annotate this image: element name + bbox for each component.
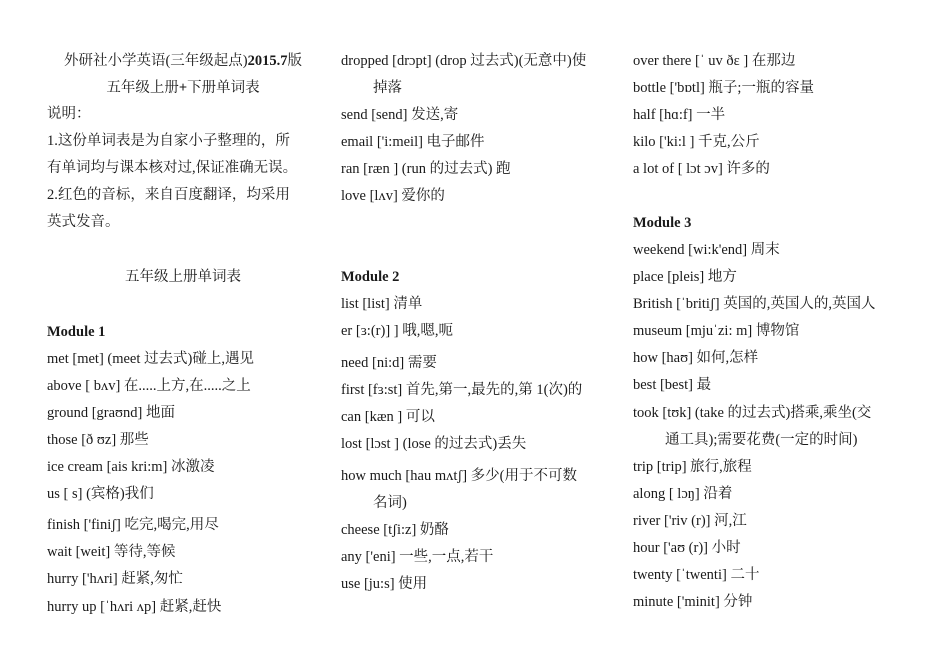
vocab-entry: list [list] 清单 xyxy=(341,296,423,312)
section-title: 五年级上册单词表 xyxy=(125,269,241,285)
vocab-entry: love [lʌv] 爱你的 xyxy=(341,188,445,204)
vocab-entry: hour ['aʊ (r)] 小时 xyxy=(633,540,741,556)
vocab-entry: send [send] 发送,寄 xyxy=(341,107,459,123)
vocab-entry-continuation: 通工具);需要花费(一定的时间) xyxy=(665,432,858,448)
document-subtitle: 五年级上册+下册单词表 xyxy=(106,80,260,96)
note-2-line-1: 2.红色的音标，来自百度翻译，均采用 xyxy=(47,187,290,203)
vocab-entry: dropped [drɔpt] (drop 过去式)(无意中)使 xyxy=(341,53,587,69)
vocab-entry: place [pleis] 地方 xyxy=(633,269,737,285)
vocab-entry: can [kæn ] 可以 xyxy=(341,409,435,425)
vocab-entry: museum [mjuˈzi: m] 博物馆 xyxy=(633,323,800,339)
vocab-entry: best [best] 最 xyxy=(633,377,712,393)
module-1-heading: Module 1 xyxy=(47,324,106,340)
vocab-entry: those [ð ʊz] 那些 xyxy=(47,432,149,448)
vocab-entry: need [ni:d] 需要 xyxy=(341,355,437,371)
vocab-entry: hurry up [ˈhʌri ʌp] 赶紧,赶快 xyxy=(47,599,222,615)
vocab-entry: over there [ˈ uv ðɛ ] 在那边 xyxy=(633,53,796,69)
vocab-entry: any ['eni] 一些,一点,若干 xyxy=(341,549,494,565)
vocab-entry: weekend [wi:k'end] 周末 xyxy=(633,242,780,258)
vocab-entry: how much [hau mʌtʃ] 多少(用于不可数 xyxy=(341,468,577,484)
vocab-entry: river ['riv (r)] 河,江 xyxy=(633,513,747,529)
vocab-entry: took [tʊk] (take 的过去式)搭乘,乘坐(交 xyxy=(633,405,872,421)
vocab-entry: first [fɜ:st] 首先,第一,最先的,第 1(次)的 xyxy=(341,382,583,398)
vocab-entry: twenty [ˈtwenti] 二十 xyxy=(633,567,760,583)
vocab-entry: finish ['finiʃ] 吃完,喝完,用尽 xyxy=(47,517,219,533)
note-label: 说明： xyxy=(47,106,91,122)
note-1-line-1: 1.这份单词表是为自家小子整理的，所 xyxy=(47,133,290,149)
vocab-entry: cheese [tʃi:z] 奶酪 xyxy=(341,522,449,538)
vocab-entry: British [ˈbritiʃ] 英国的,英国人的,英国人 xyxy=(633,296,876,312)
note-1-line-2: 有单词均与课本核对过,保证准确无误。 xyxy=(47,160,298,176)
vocab-entry: email ['i:meil] 电子邮件 xyxy=(341,134,485,150)
vocab-entry: wait [weit] 等待,等候 xyxy=(47,544,176,560)
vocab-entry: minute ['minit] 分钟 xyxy=(633,594,753,610)
vocab-entry: met [met] (meet 过去式)碰上,遇见 xyxy=(47,351,254,367)
vocab-entry: how [haʊ] 如何,怎样 xyxy=(633,350,759,366)
module-3-heading: Module 3 xyxy=(633,215,692,231)
vocab-entry: ran [ræn ] (run 的过去式) 跑 xyxy=(341,161,511,177)
vocab-entry: hurry ['hʌri] 赶紧,匆忙 xyxy=(47,571,183,587)
vocab-entry: bottle ['bɒtl] 瓶子;一瓶的容量 xyxy=(633,80,814,96)
vocab-entry: a lot of [ lɔt ɔv] 许多的 xyxy=(633,161,770,177)
vocab-entry-continuation: 名词) xyxy=(373,495,407,511)
vocab-entry: ground [graʊnd] 地面 xyxy=(47,405,175,421)
vocab-entry: above [ bʌv] 在.....上方,在.....之上 xyxy=(47,378,251,394)
vocab-entry: use [ju:s] 使用 xyxy=(341,576,428,592)
vocab-entry: along [ lɔŋ] 沿着 xyxy=(633,486,733,502)
vocab-entry: ice cream [ais kri:m] 冰激凌 xyxy=(47,459,215,475)
document-title: 外研社小学英语(三年级起点)2015.7版 xyxy=(63,53,303,69)
module-2-heading: Module 2 xyxy=(341,269,400,285)
vocab-entry: kilo ['ki:l ] 千克,公斤 xyxy=(633,134,760,150)
vocab-entry: us [ s] (宾格)我们 xyxy=(47,486,154,502)
vocab-entry: half [hɑ:f] 一半 xyxy=(633,107,726,123)
vocab-entry-continuation: 掉落 xyxy=(373,80,402,96)
vocab-entry: er [ɜ:(r)] ] 哦,嗯,呃 xyxy=(341,323,453,339)
vocab-entry: trip [trip] 旅行,旅程 xyxy=(633,459,752,475)
note-2-line-2: 英式发音。 xyxy=(47,214,120,230)
vocab-entry: lost [lɔst ] (lose 的过去式)丢失 xyxy=(341,436,527,452)
